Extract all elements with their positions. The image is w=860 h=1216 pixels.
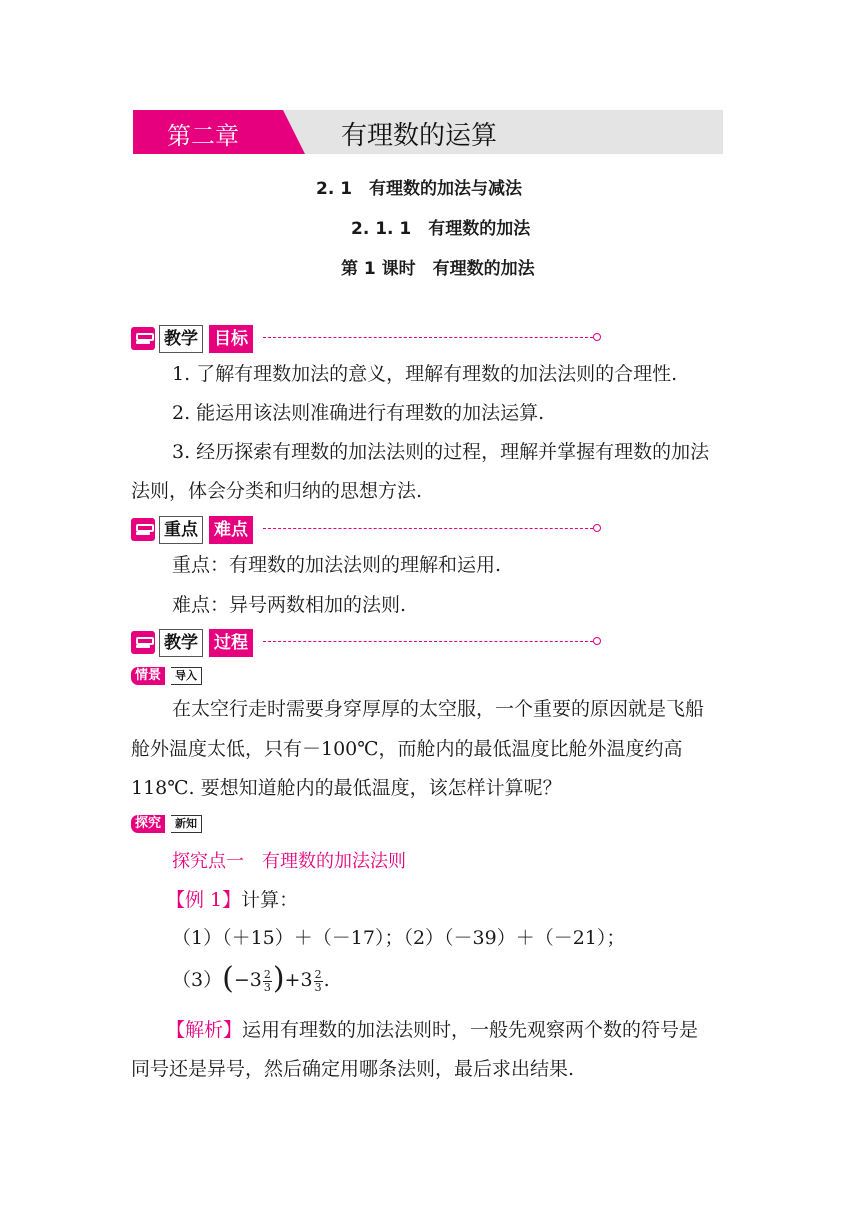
objective-1: 1. 了解有理数加法的意义，理解有理数的加法法则的合理性. — [172, 363, 678, 385]
process-tag-left: 教学 — [159, 629, 203, 657]
analysis-line-1: 【解析】运用有理数的加法法则时，一般先观察两个数的符号是 — [166, 1019, 699, 1041]
section-heading: 2. 1 有理数的加法与减法 — [316, 179, 523, 199]
problem-3-op: +3 — [284, 969, 313, 991]
divider-end-circle — [593, 524, 601, 532]
chapter-banner — [133, 110, 723, 154]
objectives-tag-left: 教学 — [159, 325, 203, 353]
problem-3: （3）(−3 $\frac{2}{3}$ )+3 $\frac{2}{3}$ . — [172, 961, 330, 996]
dotted-divider — [263, 337, 593, 338]
subsection-heading: 2. 1. 1 有理数的加法 — [351, 219, 531, 239]
analysis-line-2: 同号还是异号，然后确定用哪条法则，最后求出结果. — [131, 1058, 575, 1080]
fraction-2: $\frac{2}{3}$ — [314, 967, 322, 994]
book-icon — [131, 518, 155, 541]
keypoints-tag — [131, 516, 611, 544]
objective-3: 3. 经历探索有理数的加法法则的过程，理解并掌握有理数的加法 — [172, 441, 710, 463]
intro-tag-right: 导入 — [171, 667, 202, 685]
objectives-tag-right: 目标 — [209, 325, 253, 353]
difficulty-point: 难点：异号两数相加的法则. — [172, 594, 407, 616]
explore-tag-left: 探究 — [131, 815, 165, 833]
example-label: 【例 1】 — [166, 889, 242, 911]
process-tag-right: 过程 — [209, 629, 253, 657]
example-1 — [166, 880, 298, 920]
lesson-heading: 第 1 课时 有理数的加法 — [341, 259, 535, 279]
divider-end-circle — [593, 333, 601, 341]
intro-line-1: 在太空行走时需要身穿厚厚的太空服，一个重要的原因就是飞船 — [172, 698, 705, 720]
key-point: 重点：有理数的加法法则的理解和运用. — [172, 554, 502, 576]
divider-end-circle — [593, 637, 601, 645]
intro-tag — [131, 667, 221, 687]
intro-tag-left: 情景 — [131, 667, 165, 685]
fraction-1: $\frac{2}{3}$ — [263, 967, 271, 994]
process-tag — [131, 629, 611, 657]
objectives-tag — [131, 325, 611, 353]
example-text: 计算： — [241, 889, 299, 911]
explore-tag — [131, 815, 221, 835]
problem-3-term1: −3 — [233, 969, 262, 991]
book-icon — [131, 631, 155, 654]
problem-3-prefix: （3） — [172, 969, 223, 991]
keypoints-tag-right: 难点 — [209, 516, 253, 544]
objective-3-continued: 法则，体会分类和归纳的思想方法. — [131, 480, 423, 502]
keypoints-tag-left: 重点 — [159, 516, 203, 544]
explore-tag-right: 新知 — [171, 815, 202, 833]
intro-line-3: 118℃. 要想知道舱内的最低温度，该怎样计算呢？ — [131, 777, 562, 799]
chapter-title: 有理数的运算 — [341, 121, 498, 151]
chapter-label: 第二章 — [167, 122, 239, 150]
dotted-divider — [263, 641, 593, 642]
book-icon — [131, 327, 155, 350]
problems-1-2: （1）（＋15）＋（－17）；（2）（－39）＋（－21）； — [172, 927, 626, 949]
dotted-divider — [263, 528, 593, 529]
explore-point-title: 探究点一 有理数的加法法则 — [172, 851, 406, 872]
analysis-label: 【解析】 — [166, 1019, 243, 1041]
intro-line-2: 舱外温度太低，只有－100℃，而舱内的最低温度比舱外温度约高 — [131, 738, 683, 760]
objective-2: 2. 能运用该法则准确进行有理数的加法运算. — [172, 402, 545, 424]
